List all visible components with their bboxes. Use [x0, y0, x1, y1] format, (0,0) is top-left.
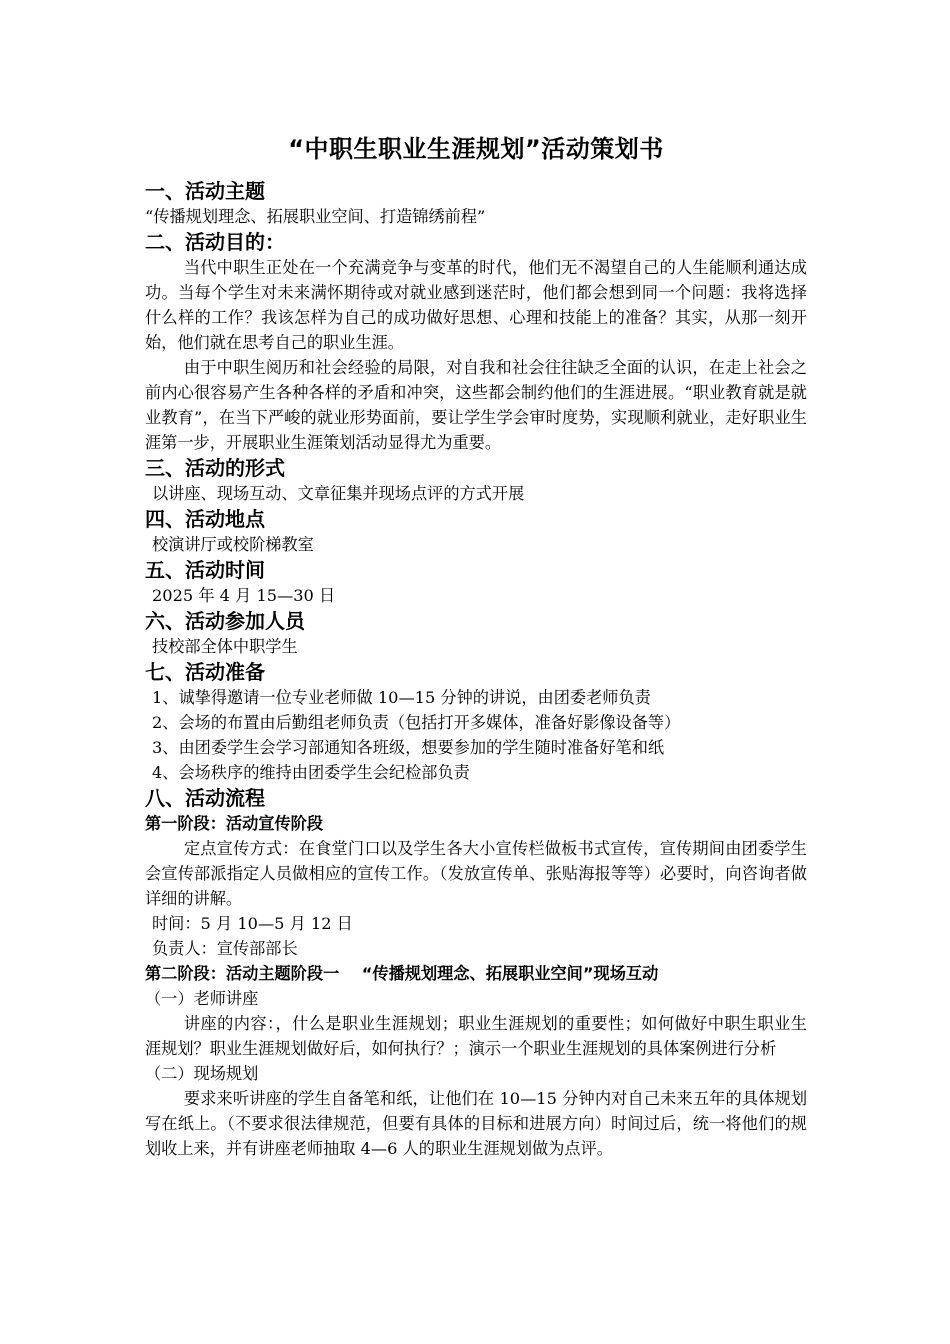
section-heading-participants: 六、活动参加人员 [145, 609, 305, 633]
stage-1-heading: 第一阶段：活动宣传阶段 [145, 814, 324, 833]
stage-2-part-1-title: （一）老师讲座 [145, 989, 259, 1008]
purpose-paragraph-2: 由于中职生阅历和社会经验的局限，对自我和社会往往缺乏全面的认识，在走上社会之前内心很容易产生各种各样的矛盾和冲突，这些都会制约他们的生涯进展。“职业教育就是就业教育”，在当下严峻的就业形势面前，要让学生学会审时度势，实现顺利就业，走好职业生涯第一步，开展职业生涯策划活动显得尤为重要。 [145, 358, 807, 452]
purpose-paragraph-1: 当代中职生正处在一个充满竞争与变革的时代，他们无不渴望自己的人生能顺利通达成功。当每个学生对未来满怀期待或对就业感到迷茫时，他们都会想到同一个问题：我将选择什么样的工作？我该怎样为自己的成功做好思想、心理和技能上的准备？其实，从那一刻开始，他们就在思考自己的职业生涯。 [145, 258, 807, 352]
stage-2-heading: 第二阶段：活动主题阶段一 “传播规划理念、拓展职业空间”现场互动 [145, 964, 659, 983]
document-title: “中职生职业生涯规划”活动策划书 [288, 135, 664, 163]
theme-text: “传播规划理念、拓展职业空间、打造锦绣前程” [145, 207, 486, 226]
location-text: 校演讲厅或校阶梯教室 [152, 535, 314, 554]
list-item: 3、由团委学生会学习部通知各班级，想要参加的学生随时准备好笔和纸 [152, 738, 665, 757]
stage-1-text: 定点宣传方式：在食堂门口以及学生各大小宣传栏做板书式宣传，宣传期间由团委学生会宣传部派指定人员做相应的宣传工作。（发放宣传单、张贴海报等等）必要时，向咨询者做详细的讲解。 [145, 839, 807, 908]
section-heading-theme: 一、活动主题 [145, 179, 265, 203]
section-heading-preparation: 七、活动准备 [145, 660, 265, 684]
stage-2-part-1-text: 讲座的内容：，什么是职业生涯规划；职业生涯规划的重要性；如何做好中职生职业生涯规划？职业生涯规划做好后，如何执行？；演示一个职业生涯规划的具体案例进行分析 [145, 1014, 807, 1058]
stage-2-part-2-text: 要求来听讲座的学生自备笔和纸，让他们在 10—15 分钟内对自己未来五年的具体规划写在纸上。（不要求很法律规范，但要有具体的目标和进展方向）时间过后，统一将他们的规划收上来，并有讲座老师抽取 4—6 人的职业生涯规划做为点评。 [145, 1089, 807, 1158]
list-item: 1、诚挚得邀请一位专业老师做 10—15 分钟的讲说，由团委老师负责 [152, 688, 651, 707]
list-item: 2、会场的布置由后勤组老师负责（包括打开多媒体，准备好影像设备等） [152, 713, 681, 732]
section-heading-time: 五、活动时间 [145, 558, 265, 582]
section-heading-purpose: 二、活动目的： [145, 230, 285, 254]
section-heading-process: 八、活动流程 [145, 786, 265, 810]
section-heading-format: 三、活动的形式 [145, 456, 285, 480]
format-text: 以讲座、现场互动、文章征集并现场点评的方式开展 [152, 484, 525, 503]
stage-2-part-2-title: （二）现场规划 [145, 1064, 259, 1083]
list-item: 4、会场秩序的维持由团委学生会纪检部负责 [152, 763, 470, 782]
document-page [145, 130, 807, 1161]
section-heading-location: 四、活动地点 [145, 507, 265, 531]
participants-text: 技校部全体中职学生 [152, 637, 298, 656]
stage-1-time: 时间：5 月 10—5 月 12 日 [152, 914, 353, 933]
time-text: 2025 年 4 月 15—30 日 [152, 586, 336, 605]
stage-1-owner: 负责人：宣传部部长 [152, 939, 298, 958]
